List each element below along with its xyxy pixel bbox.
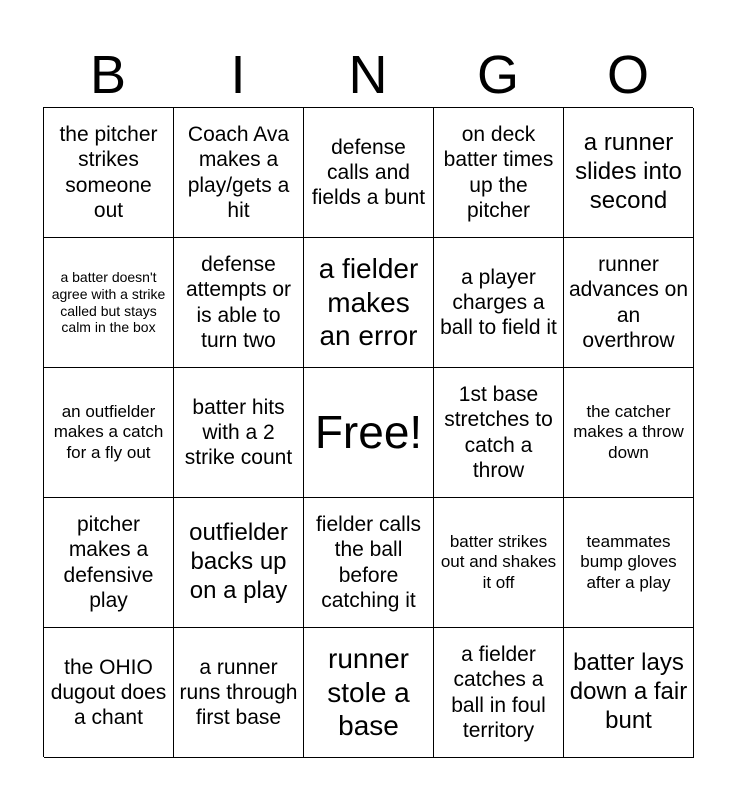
bingo-cell[interactable]	[434, 238, 564, 368]
bingo-cell[interactable]	[44, 628, 174, 758]
bingo-cell[interactable]	[434, 368, 564, 498]
cell-text: 1st base stretches to catch a throw	[444, 383, 553, 482]
bingo-cell[interactable]	[44, 368, 174, 498]
bingo-cell[interactable]	[44, 238, 174, 368]
cell-text: batter hits with a 2 strike count	[184, 395, 293, 470]
cell-text: a batter doesn't agree with a strike called but stays calm in the box	[51, 268, 166, 336]
cell-text: the OHIO dugout does a chant	[50, 655, 167, 730]
cell-text: an outfielder makes a catch for a fly out	[53, 401, 164, 462]
bingo-cell[interactable]	[44, 108, 174, 238]
free-space-text: Free!	[314, 405, 423, 458]
cell-text: runner advances on an overthrow	[568, 253, 689, 352]
bingo-cell[interactable]	[434, 108, 564, 238]
bingo-cell[interactable]	[564, 238, 694, 368]
bingo-cell[interactable]	[564, 628, 694, 758]
cell-text: batter lays down a fair bunt	[569, 649, 688, 734]
bingo-cell[interactable]	[564, 498, 694, 628]
bingo-cell[interactable]	[434, 498, 564, 628]
cell-text: defense attempts or is able to turn two	[185, 253, 292, 352]
bingo-cell[interactable]	[174, 498, 304, 628]
cell-text: Coach Ava makes a play/gets a hit	[187, 123, 290, 222]
bingo-header	[43, 44, 693, 106]
bingo-cell[interactable]	[564, 368, 694, 498]
bingo-cell[interactable]	[434, 628, 564, 758]
cell-text: a fielder makes an error	[318, 253, 419, 352]
bingo-cell[interactable]	[304, 238, 434, 368]
cell-text: pitcher makes a defensive play	[63, 513, 154, 612]
cell-text: fielder calls the ball before catching it	[315, 513, 422, 612]
cell-text: the catcher makes a throw down	[573, 401, 684, 462]
bingo-cell[interactable]	[174, 628, 304, 758]
bingo-cell[interactable]	[304, 628, 434, 758]
cell-text: a runner runs through first base	[179, 655, 298, 730]
cell-text: a player charges a ball to field it	[440, 265, 557, 340]
cell-text: runner stole a base	[327, 643, 410, 742]
cell-text: outfielder backs up on a play	[189, 519, 288, 604]
header-letter-n: N	[348, 45, 388, 105]
cell-text: batter strikes out and shakes it off	[440, 531, 557, 592]
header-letter-b: B	[89, 45, 127, 105]
header-letter-o: O	[606, 45, 649, 105]
cell-text: teammates bump gloves after a play	[580, 531, 677, 592]
cell-text: defense calls and fields a bunt	[311, 135, 426, 210]
cell-text: a fielder catches a ball in foul territory	[451, 643, 546, 742]
bingo-board	[43, 107, 693, 757]
cell-text: a runner slides into second	[575, 129, 682, 214]
bingo-cell[interactable]	[304, 108, 434, 238]
bingo-cell[interactable]	[564, 108, 694, 238]
bingo-cell[interactable]	[304, 498, 434, 628]
bingo-cell[interactable]	[174, 238, 304, 368]
bingo-cell[interactable]	[174, 108, 304, 238]
header-letter-i: I	[230, 45, 246, 105]
bingo-cell[interactable]	[174, 368, 304, 498]
bingo-cell[interactable]	[44, 498, 174, 628]
cell-text: the pitcher strikes someone out	[59, 123, 158, 222]
cell-text: on deck batter times up the pitcher	[443, 123, 554, 222]
header-letter-g: G	[476, 45, 519, 105]
free-space[interactable]	[304, 368, 434, 498]
